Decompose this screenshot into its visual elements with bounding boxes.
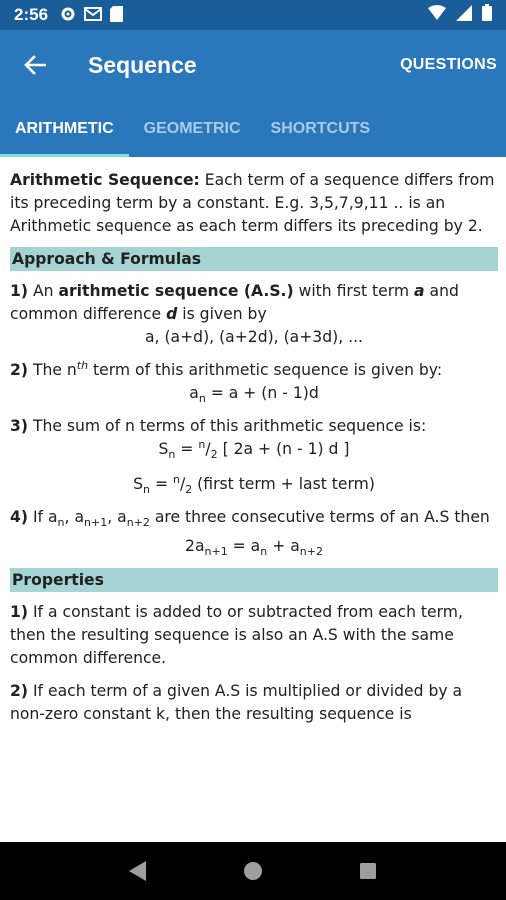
status-time: 2:56 <box>14 5 49 24</box>
gmail-icon <box>84 7 102 24</box>
tab-geometric[interactable]: GEOMETRIC <box>143 119 241 137</box>
formula-4: $2a_{n+1} = a_n + a_{n+2}$ <box>185 537 323 559</box>
section-properties: Properties <box>10 568 498 592</box>
tab-shortcuts[interactable]: SHORTCUTS <box>270 119 371 137</box>
nav-recents-button[interactable] <box>348 851 388 891</box>
property-item-2: 2) If each term of a given A.S is multiplied or divided by a non-zero constant k, then the resulting sequence is <box>10 682 463 723</box>
formula-3b: $S_n = ^n/_2$ (first term + last term) <box>133 472 375 497</box>
formula-item-3: 3) The sum of n terms of this arithmetic sequence is: $S_n = ^n/_2$ [ 2a + (n - 1) d ] $S_n = ^n/_2$ (first term + last term) <box>10 415 498 496</box>
sd-card-icon <box>110 6 123 25</box>
circle-home-icon <box>243 861 263 881</box>
intro-term: Arithmetic Sequence: <box>10 171 200 189</box>
nav-home-button[interactable] <box>233 851 273 891</box>
back-button[interactable] <box>0 30 70 100</box>
nav-back-button[interactable] <box>118 851 158 891</box>
formula-item-4: 4) If $a_n$, $a_{n+1}$, $a_{n+2}$ are three consecutive terms of an A.S then $2a_{n+1} = a_n + a_{n+2}$ <box>10 506 498 558</box>
formula-item-2: 2) The $n^{th}$ term of this arithmetic sequence is given by: $a_n = a + (n - 1)d$ <box>10 359 498 405</box>
property-item-1: 1) If a constant is added to or subtracted from each term, then the resulting sequence is also an A.S with the same common difference. <box>10 603 463 667</box>
questions-button[interactable]: QUESTIONS <box>400 56 497 73</box>
page-title: Sequence <box>88 51 197 78</box>
app-bar <box>0 30 506 100</box>
formula-item-1: 1) An arithmetic sequence (A.S.) with first term a and common difference d is given by a, (a+d), (a+2d), (a+3d), ... <box>10 280 498 349</box>
tab-arithmetic[interactable]: ARITHMETIC <box>0 100 129 157</box>
arrow-back-icon <box>24 55 46 75</box>
system-nav-bar <box>0 842 506 900</box>
settings-icon <box>60 6 76 25</box>
formula-3a: $S_n = ^n/_2$ [ 2a + (n - 1) d ] <box>158 437 350 462</box>
section-approach: Approach & Formulas <box>10 247 498 271</box>
status-bar <box>0 0 506 30</box>
intro-paragraph <box>10 169 498 238</box>
square-recents-icon <box>359 862 377 880</box>
content-area[interactable] <box>0 157 506 842</box>
signal-icon <box>456 5 472 26</box>
formula-2: $a_n = a + (n - 1)d$ <box>189 384 319 406</box>
wifi-icon <box>428 5 446 25</box>
formula-1: a, (a+d), (a+2d), (a+3d), ... <box>145 328 363 346</box>
intro-text: Each term of a sequence differs from its preceding term by a constant. E.g. 3,5,7,9,11 .. is an Arithmetic sequence as each term differs its preceding by 2. <box>10 171 495 235</box>
tab-bar <box>0 100 506 157</box>
triangle-back-icon <box>128 860 148 882</box>
battery-icon <box>482 4 492 26</box>
